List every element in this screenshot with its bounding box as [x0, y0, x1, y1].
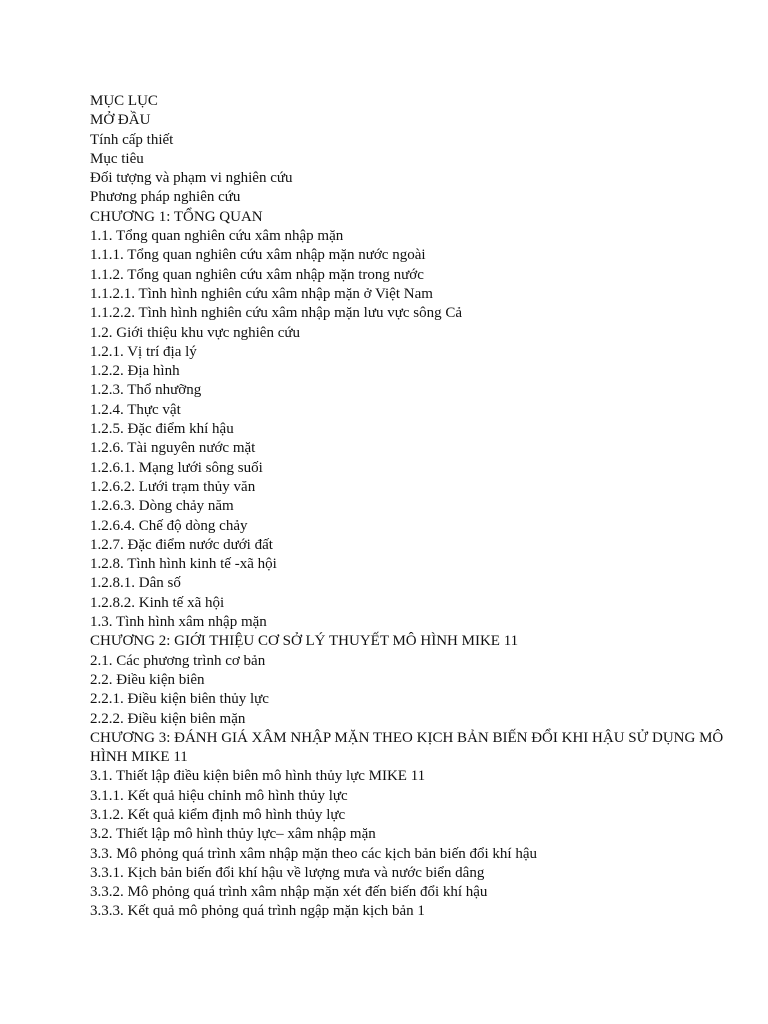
toc-entry: 3.1.1. Kết quả hiệu chỉnh mô hình thủy lực — [90, 787, 348, 804]
toc-entry: 1.1.2.2. Tình hình nghiên cứu xâm nhập mặn lưu vực sông Cả — [90, 305, 462, 322]
toc-entry: Đối tượng và phạm vi nghiên cứu — [90, 170, 293, 187]
toc-entry: Mục tiêu — [90, 150, 144, 167]
toc-entry: 3.1.2. Kết quả kiểm định mô hình thủy lực — [90, 806, 346, 823]
toc-entry: 1.2.5. Đặc điểm khí hậu — [90, 421, 234, 438]
toc-entry: 3.2. Thiết lập mô hình thủy lực– xâm nhập mặn — [90, 826, 376, 843]
toc-entry: 2.1. Các phương trình cơ bản — [90, 652, 266, 669]
toc-entry: 1.2. Giới thiệu khu vực nghiên cứu — [90, 324, 300, 341]
toc-entry: 1.1.1. Tổng quan nghiên cứu xâm nhập mặn nước ngoài — [90, 247, 426, 264]
toc-entry: 3.3. Mô phỏng quá trình xâm nhập mặn theo các kịch bản biến đổi khí hậu — [90, 845, 537, 862]
toc-entry: 1.2.4. Thực vật — [90, 401, 181, 418]
toc-heading: MỤC LỤC — [90, 93, 158, 109]
toc-entry: 1.2.6. Tài nguyên nước mặt — [90, 440, 256, 457]
toc-entry: 1.1.2.1. Tình hình nghiên cứu xâm nhập mặn ở Việt Nam — [90, 285, 433, 302]
toc-entry: 1.2.6.3. Dòng chảy năm — [90, 498, 234, 515]
toc-entry: 2.2.2. Điều kiện biên mặn — [90, 710, 246, 727]
toc-entry: 1.2.6.4. Chế độ dòng chảy — [90, 517, 248, 534]
toc-entry: 1.2.6.2. Lưới trạm thủy văn — [90, 478, 256, 495]
toc-entry: 1.2.8.1. Dân số — [90, 575, 181, 592]
toc-entry: 1.2.6.1. Mạng lưới sông suối — [90, 459, 263, 476]
toc-entry: 1.2.8. Tình hình kinh tế -xã hội — [90, 556, 277, 573]
toc-entry: 1.2.2. Địa hình — [90, 363, 180, 380]
toc-entry: Phương pháp nghiên cứu — [90, 189, 241, 206]
toc-entry: 1.3. Tình hình xâm nhập mặn — [90, 614, 267, 631]
toc-entry: 1.2.3. Thổ nhưỡng — [90, 382, 202, 399]
toc-chapter: CHƯƠNG 2: GIỚI THIỆU CƠ SỞ LÝ THUYẾT MÔ HÌNH MIKE 11 — [90, 633, 519, 650]
toc-entry: 1.1.2. Tổng quan nghiên cứu xâm nhập mặn trong nước — [90, 266, 424, 283]
toc-entry: MỞ ĐẦU — [90, 112, 151, 129]
toc-entry: 1.2.8.2. Kinh tế xã hội — [90, 594, 225, 611]
toc-entry: Tính cấp thiết — [90, 131, 174, 148]
toc-chapter: CHƯƠNG 3: ĐÁNH GIÁ XÂM NHẬP MẶN THEO KỊCH BẢN BIẾN ĐỔI KHI HẬU SỬ DỤNG MÔ HÌNH MIKE 11 — [90, 729, 724, 766]
toc-entry: 3.3.1. Kịch bản biến đổi khí hậu về lượng mưa và nước biển dâng — [90, 864, 485, 881]
toc-entry: 1.2.1. Vị trí địa lý — [90, 343, 197, 360]
toc-entry: 3.1. Thiết lập điều kiện biên mô hình thủy lực MIKE 11 — [90, 768, 426, 785]
toc-entry: 3.3.2. Mô phỏng quá trình xâm nhập mặn xét đến biến đổi khí hậu — [90, 884, 488, 901]
toc-entry: 1.1. Tổng quan nghiên cứu xâm nhập mặn — [90, 228, 344, 245]
toc-entry: 1.2.7. Đặc điểm nước dưới đất — [90, 536, 273, 553]
toc-entry: 3.3.3. Kết quả mô phỏng quá trình ngập mặn kịch bản 1 — [90, 903, 425, 920]
toc-chapter: CHƯƠNG 1: TỔNG QUAN — [90, 208, 263, 225]
toc-entry: 2.2. Điều kiện biên — [90, 671, 205, 688]
table-of-contents — [90, 92, 730, 922]
toc-entry: 2.2.1. Điều kiện biên thủy lực — [90, 691, 269, 708]
